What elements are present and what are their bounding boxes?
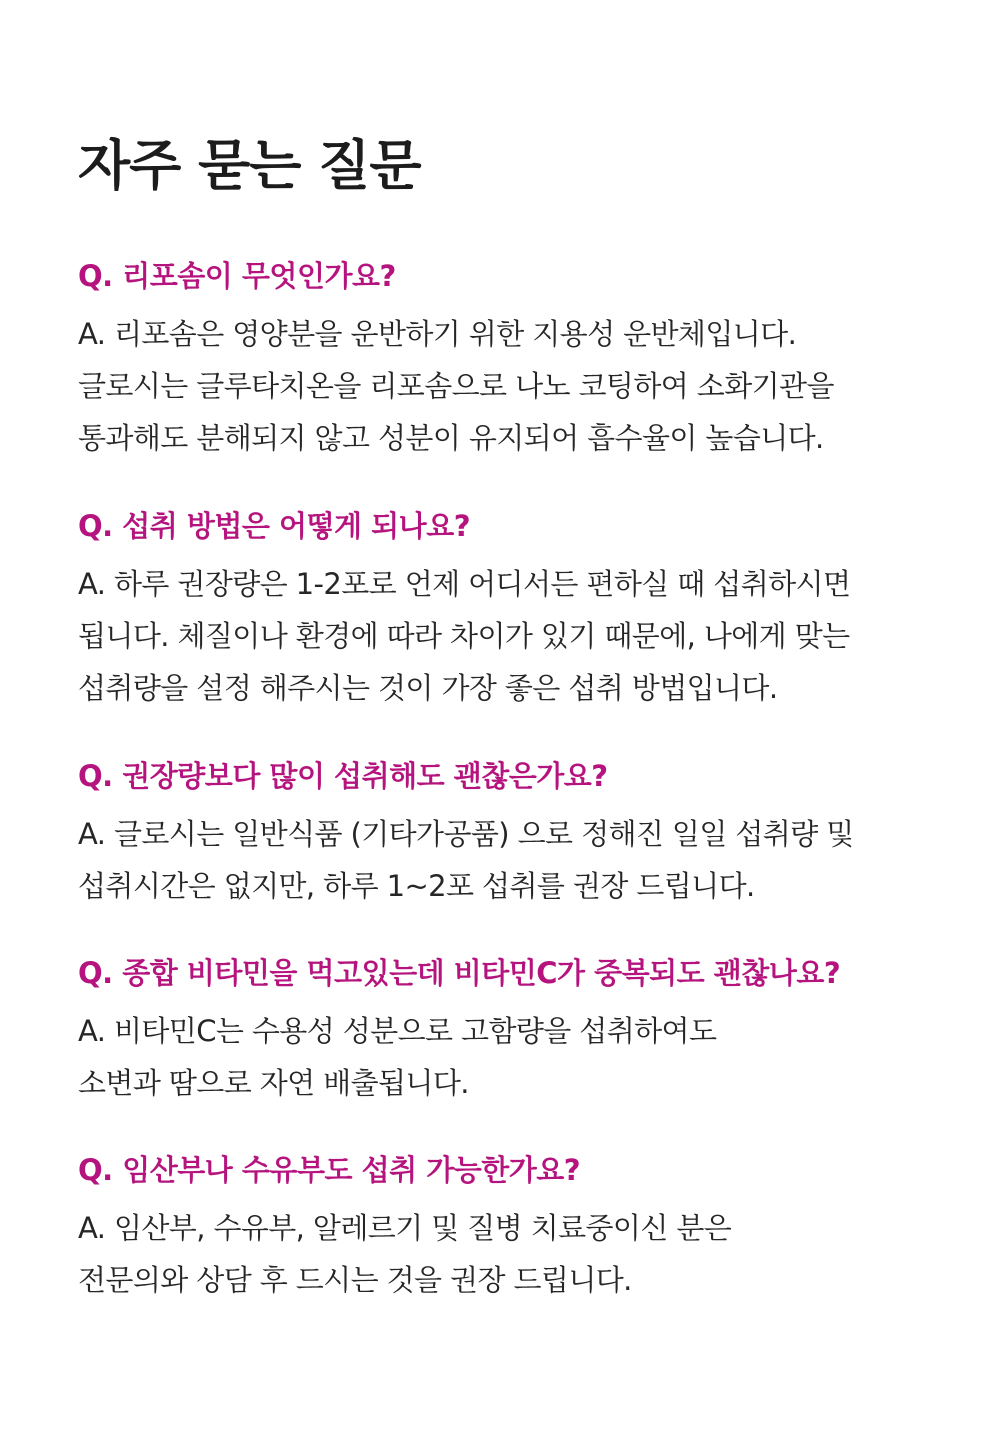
faq-answer (78, 993, 958, 1109)
faq-question: Q. 리포솜이 무엇인가요? (78, 259, 396, 293)
faq-answer (78, 796, 958, 912)
faq-item-liposome (78, 256, 958, 464)
answer-line: A. 글로시는 일반식품 (기타가공품) 으로 정해진 일일 섭취량 및 (78, 817, 854, 851)
answer-line: 통과해도 분해되지 않고 성분이 유지되어 흡수율이 높습니다. (78, 421, 824, 455)
answer-line: 전문의와 상담 후 드시는 것을 권장 드립니다. (78, 1263, 632, 1297)
faq-item-pregnancy (78, 1150, 958, 1306)
faq-question: Q. 임산부나 수유부도 섭취 가능한가요? (78, 1153, 581, 1187)
faq-item-vitamin-c (78, 953, 958, 1109)
faq-item-overdose (78, 756, 958, 912)
faq-question: Q. 섭취 방법은 어떻게 되나요? (78, 509, 471, 543)
answer-line: A. 리포솜은 영양분을 운반하기 위한 지용성 운반체입니다. (78, 317, 797, 351)
faq-question: Q. 권장량보다 많이 섭취해도 괜찮은가요? (78, 759, 608, 793)
faq-answer (78, 546, 958, 714)
answer-line: 글로시는 글루타치온을 리포솜으로 나노 코팅하여 소화기관을 (78, 369, 834, 403)
faq-question: Q. 종합 비타민을 먹고있는데 비타민C가 중복되도 괜찮나요? (78, 956, 841, 990)
faq-answer (78, 1190, 958, 1306)
faq-item-intake-method (78, 506, 958, 714)
answer-line: A. 임산부, 수유부, 알레르기 및 질병 치료중이신 분은 (78, 1211, 732, 1245)
faq-answer (78, 296, 958, 464)
answer-line: 됩니다. 체질이나 환경에 따라 차이가 있기 때문에, 나에게 맞는 (78, 619, 850, 653)
answer-line: 섭취량을 설정 해주시는 것이 가장 좋은 섭취 방법입니다. (78, 671, 778, 705)
answer-line: A. 비타민C는 수용성 성분으로 고함량을 섭취하여도 (78, 1014, 717, 1048)
answer-line: 섭취시간은 없지만, 하루 1~2포 섭취를 권장 드립니다. (78, 869, 755, 903)
page-title: 자주 묻는 질문 (78, 134, 421, 197)
answer-line: A. 하루 권장량은 1-2포로 언제 어디서든 편하실 때 섭취하시면 (78, 567, 851, 601)
answer-line: 소변과 땀으로 자연 배출됩니다. (78, 1066, 469, 1100)
